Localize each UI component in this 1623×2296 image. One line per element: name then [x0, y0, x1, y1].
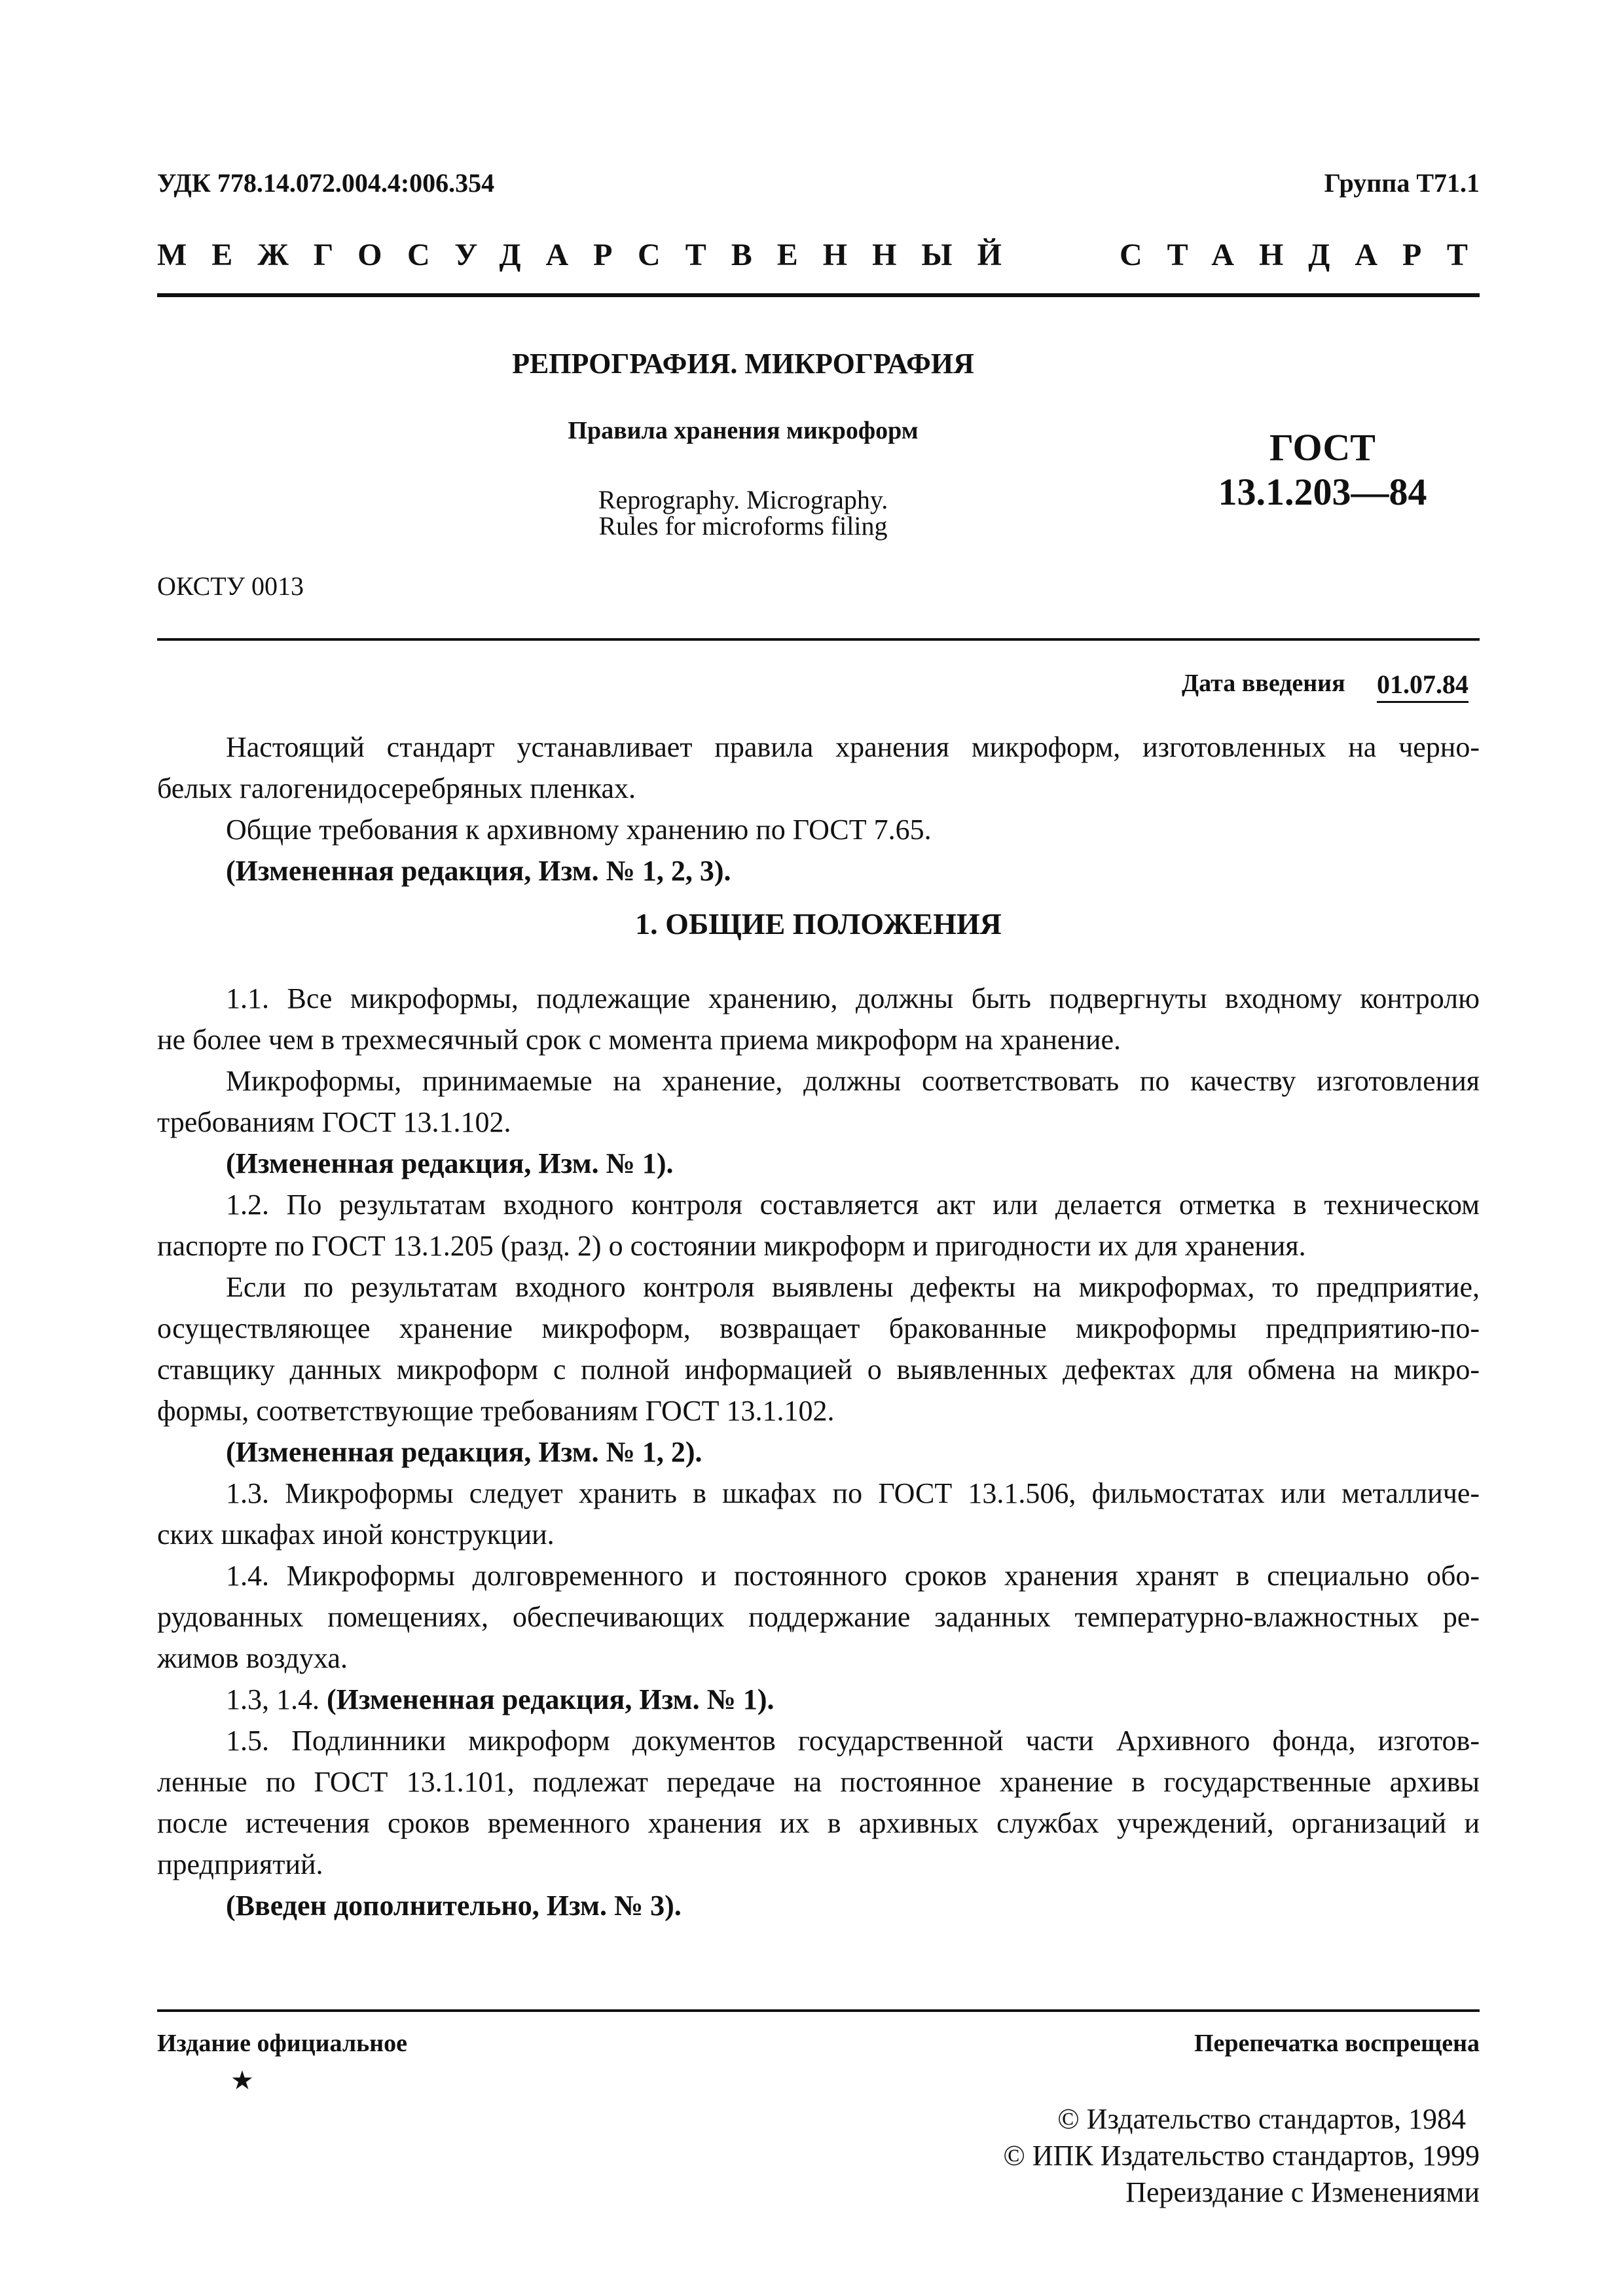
body-line: жимов воздуха. — [157, 1642, 348, 1674]
body-line: не более чем в трехмесячный срок с момента приема микроформ на хранение. — [157, 1024, 1122, 1056]
oksu-code: ОКСТУ 0013 — [157, 571, 304, 601]
group-code: Группа Т71.1 — [1324, 168, 1480, 198]
header-rule — [157, 293, 1480, 297]
intro-line: Настоящий стандарт устанавливает правила хранения микроформ, изготовленных на черно- — [226, 731, 1480, 763]
gost-label: ГОСТ — [1269, 426, 1376, 469]
standard-type-word1: МЕЖГОСУДАРСТВЕННЫЙ — [157, 238, 1027, 272]
body-line: Если по результатам входного контроля выявлены дефекты на микроформах, то предприятие, — [226, 1271, 1480, 1303]
body-line: формы, соответствующие требованиям ГОСТ 13.1.102. — [157, 1395, 835, 1427]
body-line: ских шкафах иной конструкции. — [157, 1518, 555, 1551]
amendment-note: (Измененная редакция, Изм. № 1, 2). — [226, 1436, 702, 1468]
body-line: осуществляющее хранение микроформ, возвращает бракованные микроформы предприятию-по- — [157, 1312, 1480, 1344]
english-title-line2: Rules for microforms filing — [598, 511, 888, 541]
intro-date-label: Дата введения — [1182, 670, 1345, 697]
body-line: ленные по ГОСТ 13.1.101, подлежат передаче на постоянное хранение в государственные архивы — [157, 1766, 1480, 1798]
amendment-note: (Измененная редакция, Изм. № 1). — [327, 1683, 775, 1715]
body-line: после истечения сроков временного хранения их в архивных службах учреждений, организаций и — [157, 1807, 1480, 1839]
document-title: РЕПРОГРАФИЯ. МИКРОГРАФИЯ — [512, 348, 974, 380]
gost-number: 13.1.203—84 — [1218, 471, 1427, 513]
intro-line: Общие требования к архивному хранению по ГОСТ 7.65. — [226, 814, 932, 846]
body-line: 1.3. Микроформы следует хранить в шкафах по ГОСТ 13.1.506, фильмостатах или металличе- — [226, 1477, 1480, 1509]
footer-rule — [157, 2009, 1480, 2012]
title-rule — [157, 638, 1480, 641]
intro-line: белых галогенидосеребряных пленках. — [157, 772, 636, 804]
body-line: паспорте по ГОСТ 13.1.205 (разд. 2) о состоянии микроформ и пригодности их для хранения. — [157, 1230, 1306, 1262]
body-line: 1.2. По результатам входного контроля составляется акт или делается отметка в техническом — [226, 1189, 1480, 1221]
standard-type-word2: СТАНДАРТ — [1120, 238, 1493, 272]
star-icon: ★ — [230, 2066, 254, 2095]
amendment-note: (Введен дополнительно, Изм. № 3). — [226, 1890, 682, 1922]
amendment-note: (Измененная редакция, Изм. № 1). — [226, 1147, 674, 1179]
body-line: ставщику данных микроформ с полной информацией о выявленных дефектах для обмена на микро- — [157, 1354, 1480, 1386]
body-line: требованиям ГОСТ 13.1.102. — [157, 1106, 511, 1138]
body-line: предприятий. — [157, 1848, 323, 1880]
body-line: Микроформы, принимаемые на хранение, должны соответствовать по качеству изготовления — [226, 1065, 1480, 1097]
body-line: 1.5. Подлинники микроформ документов государственной части Архивного фонда, изготов- — [226, 1725, 1480, 1757]
amendment-line — [157, 1679, 1480, 1721]
english-title-line1: Reprography. Micrography. — [598, 485, 888, 514]
body-line: 1.1. Все микроформы, подлежащие хранению, должны быть подвергнуты входному контролю — [226, 982, 1480, 1014]
reprint-prohibited: Перепечатка воспрещена — [1194, 2030, 1480, 2057]
document-subtitle: Правила хранения микроформ — [568, 417, 919, 444]
copyright-1984: © Издательство стандартов, 1984 — [1057, 2103, 1466, 2135]
udk-code: УДК 778.14.072.004.4:006.354 — [157, 168, 495, 198]
amendment-note: (Измененная редакция, Изм. № 1, 2, 3). — [226, 855, 731, 887]
body-line: рудованных помещениях, обеспечивающих поддержание заданных температурно-влажностных ре- — [157, 1601, 1480, 1633]
body-line: 1.4. Микроформы долговременного и постоянного сроков хранения хранят в специально обо- — [226, 1560, 1480, 1592]
intro-date-value: 01.07.84 — [1377, 669, 1468, 703]
reissue-note: Переиздание с Изменениями — [1125, 2176, 1480, 2208]
clause-numbers: 1.3, 1.4. — [226, 1683, 319, 1715]
section-heading: 1. ОБЩИЕ ПОЛОЖЕНИЯ — [635, 907, 1002, 941]
copyright-1999: © ИПК Издательство стандартов, 1999 — [1003, 2140, 1480, 2172]
official-edition: Издание официальное — [157, 2030, 408, 2057]
